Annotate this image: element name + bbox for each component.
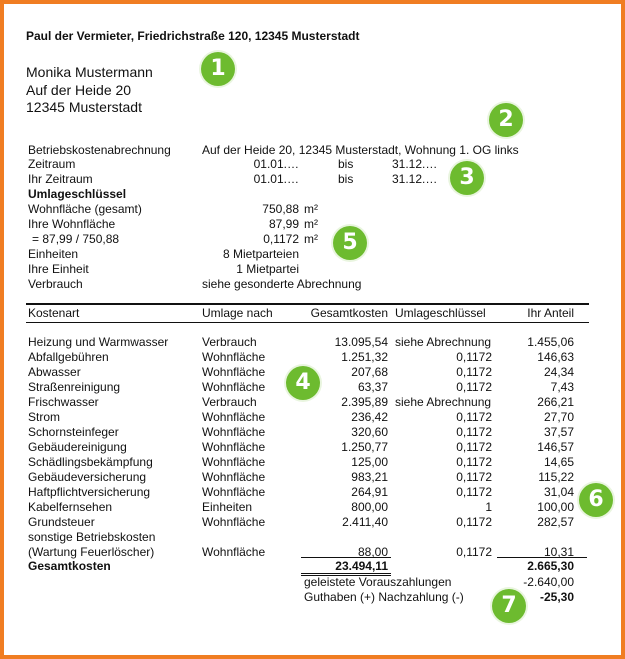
cell-umlageschluessel: 0,1172 bbox=[456, 425, 492, 439]
units-label: Einheiten bbox=[28, 247, 79, 261]
cell-umlageschluessel: 0,1172 bbox=[456, 515, 492, 529]
cell-gesamtkosten: 63,37 bbox=[357, 380, 388, 394]
cell-kostenart: Heizung und Warmwasser bbox=[28, 335, 169, 349]
cell-gesamtkosten: 13.095,54 bbox=[334, 335, 388, 349]
table-row bbox=[0, 350, 625, 365]
cell-kostenart: Schornsteinfeger bbox=[28, 425, 119, 439]
table-row bbox=[0, 440, 625, 455]
balance-label: Guthaben (+) Nachzahlung (-) bbox=[304, 590, 464, 604]
area-yours-value: 87,99 bbox=[268, 217, 299, 231]
balance-row bbox=[0, 590, 625, 605]
your-period-label: Ihr Zeitraum bbox=[28, 172, 93, 186]
total-row bbox=[0, 559, 625, 574]
ratio-value: 0,1172 bbox=[263, 232, 299, 246]
cell-umlageschluessel: 0,1172 bbox=[456, 350, 492, 364]
table-row bbox=[0, 410, 625, 425]
header-kostenart: Kostenart bbox=[28, 306, 80, 320]
cell-umlageschluessel: 0,1172 bbox=[456, 365, 492, 379]
cell-gesamtkosten: 125,00 bbox=[351, 455, 388, 469]
cell-kostenart: Frischwasser bbox=[28, 395, 99, 409]
your-period-from: 01.01.… bbox=[253, 172, 299, 186]
period-from: 01.01.… bbox=[253, 157, 299, 171]
header-gesamtkosten: Gesamtkosten bbox=[310, 306, 388, 320]
cell-kostenart: sonstige Betriebskosten bbox=[28, 530, 156, 544]
cell-kostenart: Gebäudeversicherung bbox=[28, 470, 147, 484]
table-row bbox=[0, 425, 625, 440]
cell-gesamtkosten: 800,00 bbox=[351, 500, 388, 514]
badge-2: 2 bbox=[489, 103, 523, 137]
period-to-word: bis bbox=[338, 157, 354, 171]
recipient-city: 12345 Musterstadt bbox=[26, 99, 142, 115]
badge-4: 4 bbox=[286, 366, 320, 400]
cell-gesamtkosten: 88,00 bbox=[357, 545, 388, 559]
cell-umlage: Wohnfläche bbox=[202, 380, 266, 394]
cell-umlageschluessel: 1 bbox=[485, 500, 492, 514]
cell-gesamtkosten: 236,42 bbox=[351, 410, 388, 424]
cell-kostenart: Grundsteuer bbox=[28, 515, 95, 529]
cell-umlageschluessel: siehe Abrechnung bbox=[395, 395, 492, 409]
badge-3: 3 bbox=[450, 161, 484, 195]
cell-umlage: Einheiten bbox=[202, 500, 253, 514]
period-label: Zeitraum bbox=[28, 157, 76, 171]
cell-umlageschluessel: 0,1172 bbox=[456, 545, 492, 559]
header-umlageschluessel: Umlageschlüssel bbox=[395, 306, 486, 320]
keys-heading: Umlageschlüssel bbox=[28, 187, 127, 201]
cell-ihr-anteil: 14,65 bbox=[543, 455, 574, 469]
your-unit-label: Ihre Einheit bbox=[28, 262, 89, 276]
cell-ihr-anteil: 7,43 bbox=[550, 380, 574, 394]
header-ihr-anteil: Ihr Anteil bbox=[527, 306, 574, 320]
cell-kostenart: Abwasser bbox=[28, 365, 81, 379]
cell-ihr-anteil: 146,63 bbox=[537, 350, 574, 364]
cell-kostenart: Kabelfernsehen bbox=[28, 500, 113, 514]
cell-umlageschluessel: 0,1172 bbox=[456, 470, 492, 484]
cell-gesamtkosten: 983,21 bbox=[351, 470, 388, 484]
area-total-value: 750,88 bbox=[262, 202, 299, 216]
table-row bbox=[0, 485, 625, 500]
cell-ihr-anteil: 146,57 bbox=[537, 440, 574, 454]
cell-gesamtkosten: 2.411,40 bbox=[342, 515, 388, 529]
prepaid-label: geleistete Vorauszahlungen bbox=[304, 575, 452, 589]
cell-ihr-anteil: 1.455,06 bbox=[527, 335, 574, 349]
cell-ihr-anteil: 24,34 bbox=[543, 365, 574, 379]
table-row bbox=[0, 395, 625, 410]
cell-kostenart: Haftpflichtversicherung bbox=[28, 485, 151, 499]
cell-umlage: Verbrauch bbox=[202, 335, 257, 349]
your-period-to-word: bis bbox=[338, 172, 354, 186]
cell-umlage: Verbrauch bbox=[202, 395, 257, 409]
cell-umlageschluessel: 0,1172 bbox=[456, 455, 492, 469]
total-share: 2.665,30 bbox=[527, 559, 574, 573]
cell-kostenart: Gebäudereinigung bbox=[28, 440, 127, 454]
cell-ihr-anteil: 100,00 bbox=[537, 500, 574, 514]
total-costs: 23.494,11 bbox=[335, 559, 388, 573]
prepaid-value: -2.640,00 bbox=[523, 575, 574, 589]
cell-umlage: Wohnfläche bbox=[202, 440, 266, 454]
cell-ihr-anteil: 31,04 bbox=[543, 485, 574, 499]
table-row bbox=[0, 335, 625, 350]
cell-kostenart: Schädlingsbekämpfung bbox=[28, 455, 153, 469]
cell-umlage: Wohnfläche bbox=[202, 425, 266, 439]
cell-umlageschluessel: 0,1172 bbox=[456, 410, 492, 424]
cell-ihr-anteil: 282,57 bbox=[537, 515, 574, 529]
cell-kostenart: Strom bbox=[28, 410, 61, 424]
table-header bbox=[0, 306, 625, 321]
cell-umlageschluessel: siehe Abrechnung bbox=[395, 335, 492, 349]
cell-gesamtkosten: 2.395,89 bbox=[341, 395, 388, 409]
table-row bbox=[0, 470, 625, 485]
cell-kostenart: Abfallgebühren bbox=[28, 350, 109, 364]
cell-gesamtkosten: 1.250,77 bbox=[341, 440, 388, 454]
ratio-label: = 87,99 / 750,88 bbox=[32, 232, 120, 246]
cell-umlage: Wohnfläche bbox=[202, 470, 266, 484]
cell-umlage: Wohnfläche bbox=[202, 350, 266, 364]
cell-umlage: Wohnfläche bbox=[202, 365, 266, 379]
cell-gesamtkosten: 207,68 bbox=[351, 365, 388, 379]
badge-1: 1 bbox=[201, 52, 235, 86]
badge-7: 7 bbox=[492, 589, 526, 623]
cell-ihr-anteil: 27,70 bbox=[543, 410, 574, 424]
cell-gesamtkosten: 264,91 bbox=[351, 485, 388, 499]
bk-label: Betriebskostenabrechnung bbox=[28, 143, 171, 157]
usage-label: Verbrauch bbox=[28, 277, 83, 291]
cell-gesamtkosten: 1.251,32 bbox=[341, 350, 388, 364]
cell-gesamtkosten: 320,60 bbox=[351, 425, 388, 439]
balance-value: -25,30 bbox=[539, 590, 574, 604]
total-label: Gesamtkosten bbox=[28, 559, 111, 573]
cell-ihr-anteil: 10,31 bbox=[543, 545, 574, 559]
table-header-rule bbox=[26, 322, 589, 323]
total-underline-1 bbox=[301, 573, 391, 574]
cell-umlage: Wohnfläche bbox=[202, 515, 266, 529]
badge-6: 6 bbox=[579, 483, 613, 517]
cell-kostenart: (Wartung Feuerlöscher) bbox=[28, 545, 155, 559]
table-row bbox=[0, 500, 625, 515]
usage-value: siehe gesonderte Abrechnung bbox=[202, 277, 362, 291]
cell-umlageschluessel: 0,1172 bbox=[456, 380, 492, 394]
cell-ihr-anteil: 115,22 bbox=[538, 470, 574, 484]
cell-ihr-anteil: 266,21 bbox=[537, 395, 574, 409]
units-value: 8 Mietparteien bbox=[222, 247, 299, 261]
sender-line: Paul der Vermieter, Friedrichstraße 120, 12345 Musterstadt bbox=[26, 29, 360, 43]
ratio-unit: m² bbox=[304, 232, 318, 246]
your-period-to: 31.12.… bbox=[392, 172, 438, 186]
period-to: 31.12.… bbox=[392, 157, 438, 171]
bk-value: Auf der Heide 20, 12345 Musterstadt, Wohnung 1. OG links bbox=[202, 143, 519, 157]
recipient-name: Monika Mustermann bbox=[26, 64, 153, 80]
table-row bbox=[0, 515, 625, 530]
recipient-street: Auf der Heide 20 bbox=[26, 82, 132, 98]
area-yours-label: Ihre Wohnfläche bbox=[28, 217, 116, 231]
cell-umlage: Wohnfläche bbox=[202, 485, 266, 499]
table-top-rule bbox=[26, 303, 589, 305]
area-total-unit: m² bbox=[304, 202, 318, 216]
cell-umlage: Wohnfläche bbox=[202, 410, 266, 424]
your-unit-value: 1 Mietpartei bbox=[236, 262, 299, 276]
cell-umlage: Wohnfläche bbox=[202, 455, 266, 469]
prepaid-row bbox=[0, 575, 625, 590]
table-row bbox=[0, 455, 625, 470]
badge-5: 5 bbox=[333, 226, 367, 260]
header-umlage: Umlage nach bbox=[202, 306, 273, 320]
cell-umlageschluessel: 0,1172 bbox=[456, 485, 492, 499]
cell-ihr-anteil: 37,57 bbox=[543, 425, 574, 439]
area-total-label: Wohnfläche (gesamt) bbox=[28, 202, 142, 216]
sum-rule-share bbox=[497, 557, 587, 558]
cell-kostenart: Straßenreinigung bbox=[28, 380, 121, 394]
sum-rule-costs bbox=[301, 557, 391, 558]
cell-umlageschluessel: 0,1172 bbox=[456, 440, 492, 454]
table-row bbox=[0, 530, 625, 545]
cell-umlage: Wohnfläche bbox=[202, 545, 266, 559]
area-yours-unit: m² bbox=[304, 217, 318, 231]
